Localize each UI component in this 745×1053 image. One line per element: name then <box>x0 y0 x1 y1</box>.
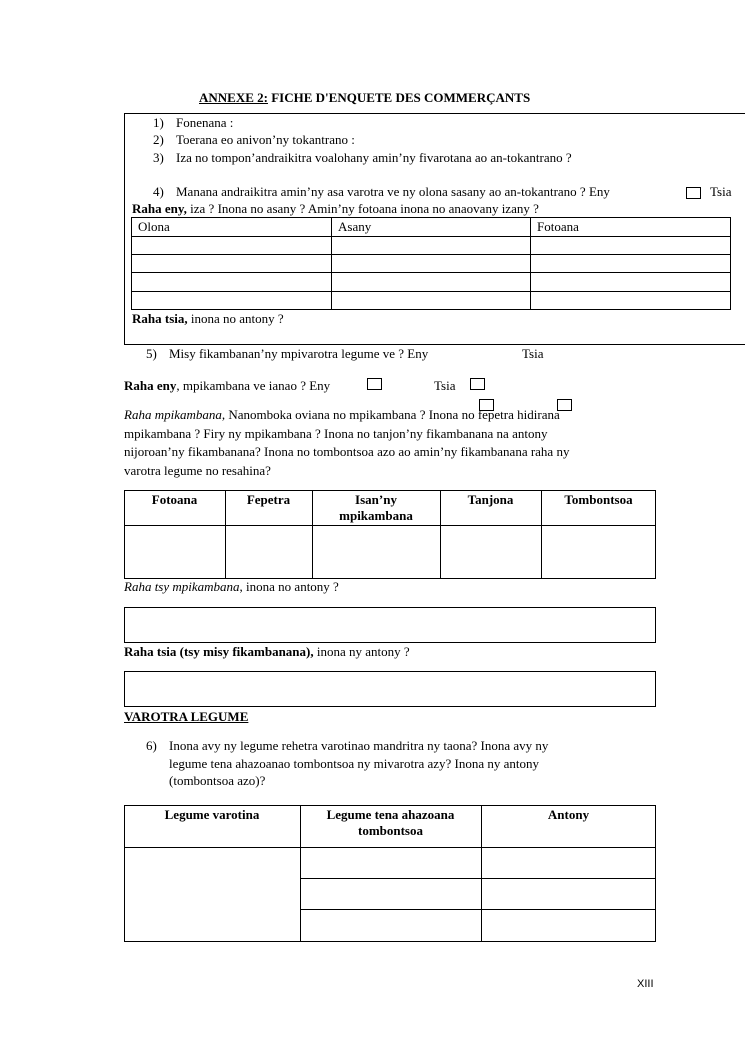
table2-header-tombontsoa: Tombontsoa <box>564 492 633 507</box>
table3-header-legume-varotina: Legume varotina <box>164 807 260 822</box>
page-title <box>199 90 530 106</box>
table1-header-olona: Olona <box>138 219 170 234</box>
table-olona <box>131 217 731 310</box>
q3-text: Iza no tompon’andraikitra voalohany amin’ny fivarotana ao an-tokantrano ? <box>176 150 572 165</box>
nonmember-text: , inona no antony ? <box>239 579 339 594</box>
box-top-border <box>124 113 745 114</box>
member-no-label: Tsia <box>434 378 456 393</box>
title-annex: ANNEXE 2: <box>199 90 268 105</box>
member-yes-checkbox[interactable] <box>367 378 382 390</box>
member-paragraph <box>124 406 569 480</box>
q5-yes-followup <box>124 378 330 394</box>
table1-header-asany: Asany <box>338 219 372 234</box>
table3-header-antony: Antony <box>547 807 590 822</box>
table2-row-divider <box>124 525 656 526</box>
q3-number: 3) <box>153 150 164 165</box>
q5-no-label: Tsia <box>522 346 544 361</box>
q4-yes-checkbox[interactable] <box>686 187 701 199</box>
table2-header-fepetra: Fepetra <box>246 492 291 507</box>
box-bottom-border <box>124 344 745 345</box>
q5-number: 5) <box>146 346 157 361</box>
table1-row-divider <box>131 291 731 292</box>
table1-col-divider <box>331 217 332 310</box>
no-association-answer-box[interactable] <box>124 671 656 707</box>
member-no-checkbox[interactable] <box>470 378 485 390</box>
q1-number: 1) <box>153 115 164 130</box>
title-text: FICHE D'ENQUETE DES COMMERÇANTS <box>267 90 531 105</box>
q5-yes-text: , mpikambana ve ianao ? Eny <box>176 378 331 393</box>
nonmember-answer-box[interactable] <box>124 607 656 643</box>
question-1 <box>153 115 234 131</box>
q6-line-2: legume tena ahazoanao tombontsoa ny mivarotra azy? Inona ny antony <box>169 755 540 771</box>
table1-row-divider <box>131 254 731 255</box>
question-5 <box>146 346 429 362</box>
q6-number: 6) <box>146 738 157 753</box>
section-heading: VAROTRA LEGUME <box>124 709 249 724</box>
table1-row-divider <box>131 272 731 273</box>
q4-no-followup <box>132 311 284 327</box>
no-association-lead: Raha tsia (tsy misy fikambanana), <box>124 644 314 659</box>
table3-header-legume-tombontsoa: Legume tena ahazoana tombontsoa <box>326 807 455 838</box>
q4-text: Manana andraikitra amin’ny asa varotra ve ny olona sasany ao an-tokantrano ? Eny <box>176 184 610 199</box>
table2-header-fotoana: Fotoana <box>151 492 198 507</box>
q4-yes-text: iza ? Inona no asany ? Amin’ny fotoana inona no anaovany izany ? <box>186 201 539 216</box>
box-left-border <box>124 113 125 345</box>
question-4 <box>153 184 610 200</box>
page-number: XIII <box>637 978 654 990</box>
q4-no-text: inona no antony ? <box>187 311 284 326</box>
table2-header-tanjona: Tanjona <box>467 492 514 507</box>
table3-row-divider <box>300 909 656 910</box>
table2-header-isan: Isan’ny mpikambana <box>339 492 413 523</box>
no-association-question <box>124 644 410 660</box>
table3-row-divider <box>124 847 656 848</box>
table1-header-fotoana: Fotoana <box>537 219 579 234</box>
member-line-3: nijoroan’ny fikambanana? Inona no tombontsoa azo ao amin’ny fikambanana raha ny <box>124 444 570 459</box>
q2-number: 2) <box>153 132 164 147</box>
member-line-2: mpikambana ? Firy ny mpikambana ? Inona no tanjon’ny fikambanana na antony <box>124 425 548 441</box>
table3-row-divider <box>300 878 656 879</box>
q4-yes-lead: Raha eny, <box>132 201 187 216</box>
table1-col-divider <box>530 217 531 310</box>
q1-text: Fonenana : <box>176 115 234 130</box>
member-lead: Raha mpikambana, <box>124 407 226 422</box>
q4-no-lead: Raha tsia, <box>132 311 188 326</box>
q5-yes-lead: Raha eny <box>124 378 177 393</box>
table1-row-divider <box>131 236 731 237</box>
q6-line-3: (tombontsoa azo)? <box>169 773 266 788</box>
question-3 <box>153 150 572 166</box>
member-line-1: Nanomboka oviana no mpikambana ? Inona no fepetra hidirana <box>225 407 560 422</box>
q6-line-1: Inona avy ny legume rehetra varotinao mandritra ny taona? Inona avy ny <box>169 738 549 753</box>
q4-yes-followup <box>132 201 539 217</box>
q4-no-label: Tsia <box>710 184 732 199</box>
question-2 <box>153 132 355 148</box>
no-association-text: inona ny antony ? <box>313 644 410 659</box>
q4-number: 4) <box>153 184 164 199</box>
q5-text: Misy fikambanan’ny mpivarotra legume ve ? Eny <box>169 346 429 361</box>
q2-text: Toerana eo anivon’ny tokantrano : <box>176 132 355 147</box>
member-line-4: varotra legume no resahina? <box>124 462 271 478</box>
nonmember-question <box>124 579 339 595</box>
table3-col-divider <box>481 805 482 942</box>
nonmember-lead: Raha tsy mpikambana <box>124 579 240 594</box>
question-6 <box>146 737 549 788</box>
